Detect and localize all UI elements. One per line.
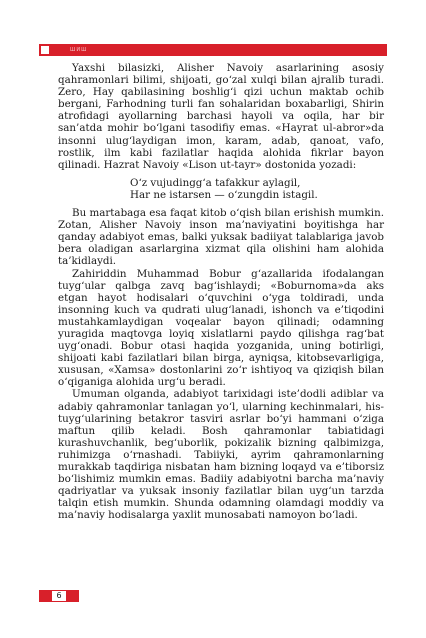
paragraph-2: Bu martabaga esa faqat kitob o‘qish bilan erishish mumkin. Zotan, Alisher Navoiy inson ma’naviyatini boyitishga har qanday adabiyot emas, balki yuksak badiiyat talablariga javob bera oladigan asarlargina xizmat qila olishini ham alohida ta’kidlaydi. (58, 207, 384, 268)
header-label: ШИШ (70, 47, 88, 53)
paragraph-3: Zahiriddin Muhammad Bobur g‘azallarida ifodalangan tuyg‘ular qalbga zavq bag‘ishlaydi; «Boburnoma»da aks etgan hayot hodisalari o‘quvchini o‘yga toldiradi, unda insonning kuch va qudrati ulug‘lanadi, ishonch va e’tiqodini mustahkamlaydigan voqealar bayon qilinadi; odamning yuragida maqtovga loyiq xislatlarni paydo qilishga rag‘bat uyg‘onadi. Bobur otasi haqida yozganida, uning botirligi, shijoati kabi fazilatlari bilan birga, ayniqsa, kitobsevarligiga, xususan, «Xamsa» dostonlarini zo‘r ishtiyoq va qiziqish bilan o‘qiganiga alohida urg‘u beradi. (58, 267, 384, 389)
poem-line-1: O‘z vujudingg‘a tafakkur aylagil, (130, 176, 301, 189)
paragraph-1: Yaxshi bilasizki, Alisher Navoiy asarlarining asosiy qahramonlari bilimi, shijoati, go‘zal xulqi bilan ajralib turadi. Zero, Hay qabilasining boshlig‘i qizi uchun maktab ochib bergani, Farhodning turli fan sohalaridan boxabarligi, Shirin atrofidagi ayollarning barchasi hayoli va oqila, har bir san’atda mohir bo‘lgani tasodifiy emas. «Hayrat ul-abror»da insonni ulug‘laydigan imon, karam, adab, qanoat, vafo, rostlik, ilm kabi fazilatlar haqida alohida fikrlar bayon qilinadi. Hazrat Navoiy «Lison ut-tayr» dostonida yozadi: (58, 62, 384, 171)
paragraph-4: Umuman olganda, adabiyot tarixidagi iste’dodli adiblar va adabiy qahramonlar tanlagan yo‘l, ularning kechinmalari, his-tuyg‘ularining betakror tasviri asrlar bo‘yi hammani o‘ziga maftun qilib keladi. Bosh qahramonlar tabiatidagi kurashuvchanlik, beg‘uborlik, pokizalik bizning qalbimizga, ruhimizga o‘rnashadi. Tabiiyki, ayrim qahramonlarning murakkab taqdiriga nisbatan ham bizning loqayd va e’tiborsiz bo‘lishimiz mumkin emas. Badiiy adabiyotni barcha ma’naviy qadriyatlar va yuksak insoniy fazilatlar bilan uyg‘un tarzda talqin etish mumkin. Shunda odamning olamdagi moddiy va ma’naviy hodisalarga yaxlit munosabati namoyon bo‘ladi. (58, 388, 384, 522)
page-body (58, 62, 384, 521)
header-square-icon (39, 44, 51, 56)
poem-quote (130, 177, 384, 201)
header-bar (39, 44, 387, 56)
page-number-badge (39, 590, 79, 602)
poem-line-2: Har ne istarsen — o‘zungdin istagil. (130, 188, 318, 201)
page-number: 6 (52, 591, 65, 601)
